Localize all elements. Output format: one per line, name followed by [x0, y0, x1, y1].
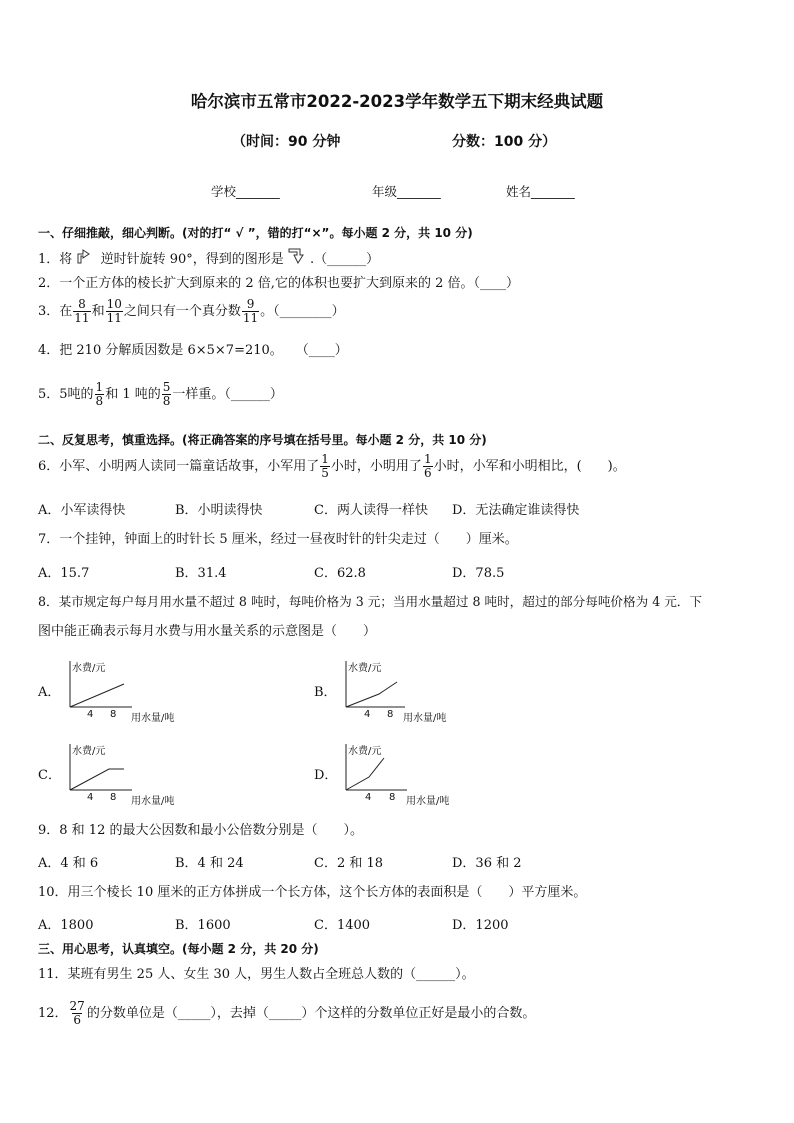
fraction-1-8: $\frac{1}{8}$: [95, 380, 104, 408]
chart-d-letter: D．: [314, 768, 338, 783]
question-6: [38, 453, 626, 480]
section-2-heading: 二、反复思考，慎重选择。(将正确答案的序号填在括号里。每小题 2 分，共 10 分): [38, 433, 487, 447]
q9-option-c[interactable]: C．2 和 18: [314, 856, 384, 871]
q10-option-a[interactable]: A．1800: [38, 918, 94, 933]
q7-option-a[interactable]: A．15.7: [38, 566, 90, 581]
chart-a-xlabel: 用水量/吨: [131, 713, 175, 724]
fraction-8-11: $\frac{8}{11}$: [74, 297, 90, 325]
q7-option-c[interactable]: C．62.8: [314, 566, 366, 581]
q3-text-d: 。（________）: [260, 304, 345, 319]
chart-c-ylabel: 水费/元: [72, 746, 106, 757]
fraction-5-8: $\frac{5}{8}$: [162, 380, 171, 408]
q1-text-a: 1．将: [38, 252, 73, 267]
q6-text-a: 6．小军、小明两人读同一篇童话故事，小军用了: [38, 459, 320, 474]
chart-b-xlabel: 用水量/吨: [403, 713, 447, 724]
q6-option-a[interactable]: A．小军读得快: [38, 503, 126, 518]
q6-option-d[interactable]: D．无法确定谁读得快: [452, 503, 580, 518]
chart-b-line: [346, 682, 397, 707]
q5-text-a: 5．5吨的: [38, 387, 94, 402]
question-1: [38, 247, 379, 272]
fraction-1-5: $\frac{1}{5}$: [321, 452, 329, 480]
chart-d-ylabel: 水费/元: [348, 746, 382, 757]
chart-d-line: [346, 758, 384, 790]
q9-option-d[interactable]: D．36 和 2: [452, 856, 522, 871]
chart-d-tick-8: 8: [389, 792, 396, 803]
question-2: 2．一个正方体的棱长扩大到原来的 2 倍,它的体积也要扩大到原来的 2 倍。（____）: [38, 276, 519, 291]
exam-title: 哈尔滨市五常市2022-2023学年数学五下期末经典试题: [190, 92, 604, 111]
question-5: [38, 381, 283, 408]
q9-option-b[interactable]: B．4 和 24: [175, 856, 244, 871]
q3-text-b: 和: [91, 304, 105, 319]
chart-a-line: [70, 684, 124, 707]
q10-option-b[interactable]: B．1600: [175, 918, 231, 933]
section-1-heading: 一、仔细推敲，细心判断。(对的打“ √ ”，错的打“×”。每小题 2 分，共 10 分): [38, 226, 473, 240]
chart-d-xlabel: 用水量/吨: [406, 796, 450, 807]
chart-c-letter: C．: [38, 768, 61, 783]
q7-option-d[interactable]: D．78.5: [452, 566, 505, 581]
chart-c-tick-8: 8: [110, 792, 117, 803]
q1-text-b: 逆时针旋转 90°，得到的图形是: [100, 252, 284, 267]
q6-text-c: 小时，小军和小明相比，( )。: [433, 459, 626, 474]
q7-option-b[interactable]: B．31.4: [175, 566, 227, 581]
section-3-heading: 三、用心思考，认真填空。(每小题 2 分，共 20 分): [38, 942, 319, 956]
question-3: [38, 298, 345, 325]
fraction-1-6: $\frac{1}{6}$: [423, 452, 432, 480]
q12-text-a: 12．: [38, 1006, 68, 1021]
q6-option-b[interactable]: B．小明读得快: [175, 503, 263, 518]
fraction-10-11: $\frac{10}{11}$: [106, 297, 122, 325]
q3-text-c: 之间只有一个真分数: [123, 304, 241, 319]
exam-score: 分数：100 分）: [452, 134, 557, 150]
q6-option-c[interactable]: C．两人读得一样快: [314, 503, 428, 518]
question-10: 10．用三个棱长 10 厘米的正方体拼成一个长方体，这个长方体的表面积是（ ）平方厘米。: [38, 885, 587, 900]
chart-a-tick-8: 8: [110, 709, 117, 720]
question-8-line-1: 8．某市规定每户每月用水量不超过 8 吨时，每吨价格为 3 元；当用水量超过 8 吨时，超过的部分每吨价格为 4 元．下: [38, 594, 702, 609]
question-9: 9．8 和 12 的最大公因数和最小公倍数分别是（ ）。: [38, 823, 363, 838]
chart-a-ylabel: 水费/元: [72, 663, 106, 674]
question-8-line-2: 图中能正确表示每月水费与用水量关系的示意图是（ ）: [38, 624, 377, 639]
grade-field: 年级_______: [372, 184, 441, 199]
chart-c-line: [70, 769, 124, 790]
q12-text-b: 的分数单位是（_____），去掉（_____）个这样的分数单位正好是最小的合数。: [86, 1006, 536, 1021]
rotated-shape-icon: [288, 247, 306, 272]
chart-b-ylabel: 水费/元: [348, 663, 382, 674]
chart-b-tick-4: 4: [364, 709, 371, 720]
chart-b-tick-8: 8: [387, 709, 394, 720]
question-12: [38, 1000, 535, 1027]
question-11: 11．某班有男生 25 人、女生 30 人，男生人数占全班总人数的（______）。: [38, 967, 475, 982]
q1-text-c: .（______）: [310, 252, 380, 267]
exam-time: （时间：90 分钟: [232, 134, 341, 150]
school-field: 学校_______: [211, 184, 280, 199]
q10-option-d[interactable]: D．1200: [452, 918, 509, 933]
question-4: 4．把 210 分解质因数是 6×5×7=210。 （____）: [38, 343, 348, 358]
q5-text-c: 一样重。（______）: [172, 387, 283, 402]
chart-a-letter: A．: [38, 685, 61, 700]
chart-a-tick-4: 4: [87, 709, 94, 720]
q10-option-c[interactable]: C．1400: [314, 918, 371, 933]
fraction-9-11: $\frac{9}{11}$: [242, 297, 259, 325]
name-field: 姓名_______: [506, 184, 575, 199]
chart-b-letter: B．: [314, 685, 337, 700]
flag-shape-icon: [76, 248, 96, 271]
q9-option-a[interactable]: A．4 和 6: [38, 856, 99, 871]
fraction-27-6: $\frac{27}{6}$: [69, 999, 85, 1027]
chart-c-tick-4: 4: [87, 792, 94, 803]
q6-text-b: 小时，小明用了: [330, 459, 422, 474]
q3-text-a: 3．在: [38, 304, 73, 319]
q5-text-b: 和 1 吨的: [105, 387, 161, 402]
chart-d-tick-4: 4: [365, 792, 372, 803]
question-7: 7．一个挂钟，钟面上的时针长 5 厘米，经过一昼夜时针的针尖走过（ ）厘米。: [38, 532, 518, 547]
chart-c-xlabel: 用水量/吨: [131, 796, 175, 807]
